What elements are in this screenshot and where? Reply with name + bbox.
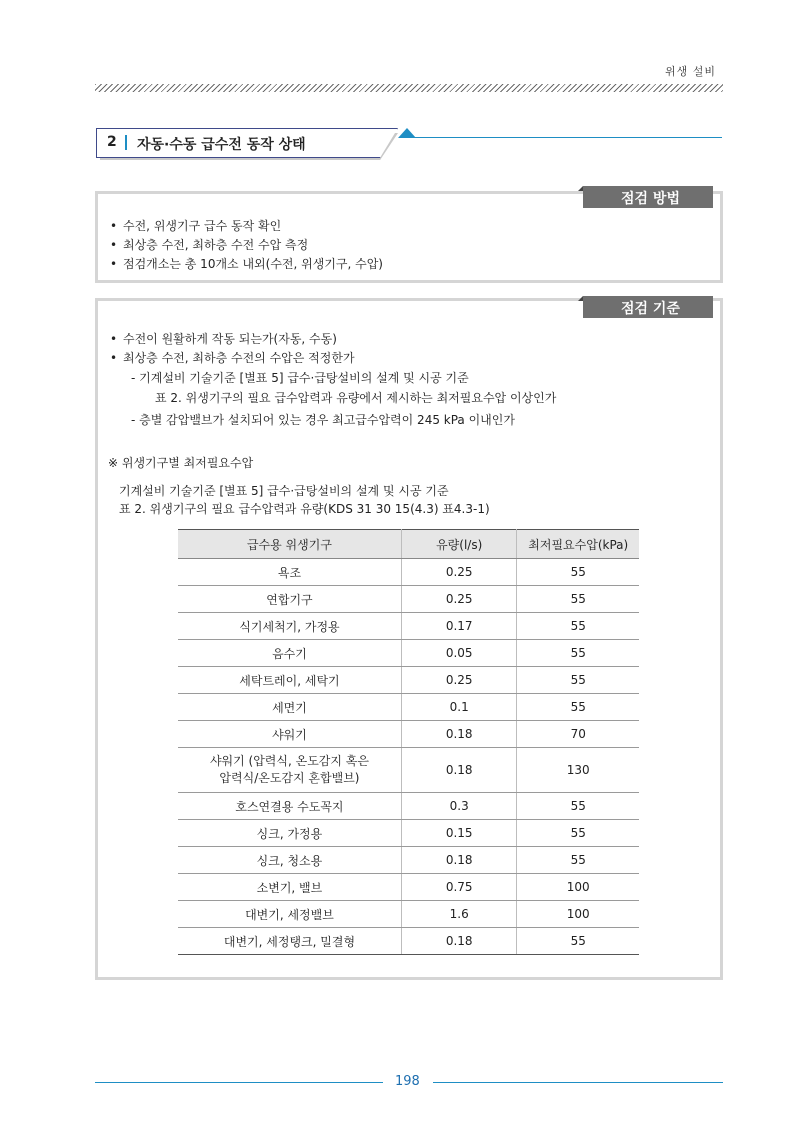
column-header-fixture: 급수용 위생기구 (178, 530, 401, 559)
method-item: • 수전, 위생기구 급수 동작 확인 (110, 219, 282, 233)
criteria-item: • 수전이 원활하게 작동 되는가(자동, 수동) (110, 332, 337, 346)
fixture-cell: 싱크, 가정용 (178, 820, 401, 847)
table-row (178, 667, 639, 694)
pressure-cell: 70 (517, 721, 639, 748)
hatch-divider (95, 84, 723, 92)
pressure-cell: 55 (517, 667, 639, 694)
table-row (178, 694, 639, 721)
fixture-cell: 세면기 (178, 694, 401, 721)
flow-cell: 0.3 (401, 793, 517, 820)
pressure-cell: 55 (517, 586, 639, 613)
footer-rule-left (95, 1082, 383, 1083)
page-number: 198 (395, 1074, 420, 1089)
fixture-cell-line: 압력식/온도감지 혼합밸브) (219, 771, 360, 785)
section-separator (125, 135, 127, 150)
table-row (178, 721, 639, 748)
flow-cell: 0.75 (401, 874, 517, 901)
table-row (178, 820, 639, 847)
method-item: • 최상층 수전, 최하층 수전 수압 측정 (110, 238, 309, 252)
column-header-flow: 유량(l/s) (401, 530, 517, 559)
bullet-icon: • (110, 238, 118, 252)
section-title-rule (400, 137, 722, 138)
pressure-cell: 55 (517, 793, 639, 820)
table-row (178, 748, 639, 793)
table-header-row (178, 530, 639, 559)
section-title: 자동·수동 급수전 동작 상태 (137, 137, 306, 153)
pressure-cell: 55 (517, 640, 639, 667)
flow-cell: 0.05 (401, 640, 517, 667)
table-row (178, 874, 639, 901)
flow-cell: 0.18 (401, 721, 517, 748)
fixture-cell: 음수기 (178, 640, 401, 667)
footer-rule-right (433, 1082, 723, 1083)
fixture-cell: 샤워기 (178, 721, 401, 748)
table-row (178, 901, 639, 928)
table-row (178, 559, 639, 586)
table-row (178, 613, 639, 640)
flow-cell: 0.25 (401, 586, 517, 613)
fixture-cell: 소변기, 밸브 (178, 874, 401, 901)
fixture-cell: 호스연결용 수도꼭지 (178, 793, 401, 820)
criteria-sub-item: 표 2. 위생기구의 필요 급수압력과 유량에서 제시하는 최저필요수압 이상인가 (155, 391, 557, 405)
flow-cell: 0.25 (401, 667, 517, 694)
criteria-sub-item: - 기계설비 기술기준 [별표 5] 급수·급탕설비의 설계 및 시공 기준 (131, 371, 469, 385)
pressure-cell: 55 (517, 559, 639, 586)
pressure-cell: 55 (517, 694, 639, 721)
column-header-pressure: 최저필요수압(kPa) (517, 530, 639, 559)
pressure-cell: 55 (517, 613, 639, 640)
flow-cell: 0.18 (401, 928, 517, 955)
running-head: 위생 설비 (664, 65, 716, 78)
fixture-cell-line: 샤워기 (압력식, 온도감지 혹은 (209, 754, 369, 768)
fixture-cell: 대변기, 세정탱크, 밀결형 (178, 928, 401, 955)
pressure-cell: 55 (517, 820, 639, 847)
fixture-cell: 대변기, 세정밸브 (178, 901, 401, 928)
triangle-icon (398, 128, 416, 138)
bullet-icon: • (110, 257, 118, 271)
criteria-item: • 최상층 수전, 최하층 수전의 수압은 적정한가 (110, 351, 355, 365)
fixture-cell: 싱크, 청소용 (178, 847, 401, 874)
bullet-icon: • (110, 351, 118, 365)
fixture-cell: 식기세척기, 가정용 (178, 613, 401, 640)
method-tab: 점검 방법 (583, 186, 713, 208)
bullet-icon: • (110, 219, 118, 233)
flow-cell: 0.1 (401, 694, 517, 721)
table-row (178, 586, 639, 613)
flow-cell: 0.18 (401, 847, 517, 874)
table-row (178, 793, 639, 820)
table-row (178, 640, 639, 667)
fixture-cell: 연합기구 (178, 586, 401, 613)
table-row (178, 928, 639, 955)
pressure-cell: 130 (517, 748, 639, 793)
note-line: 기계설비 기술기준 [별표 5] 급수·급탕설비의 설계 및 시공 기준 (119, 484, 449, 498)
flow-cell: 0.25 (401, 559, 517, 586)
criteria-tab: 점검 기준 (583, 296, 713, 318)
fixture-cell (178, 748, 401, 793)
flow-cell: 0.15 (401, 820, 517, 847)
bullet-icon: • (110, 332, 118, 346)
flow-cell: 1.6 (401, 901, 517, 928)
pressure-cell: 100 (517, 874, 639, 901)
note-line: 표 2. 위생기구의 필요 급수압력과 유량(KDS 31 30 15(4.3) 표4.3-1) (119, 502, 490, 516)
fixture-cell: 욕조 (178, 559, 401, 586)
fixture-pressure-table (178, 529, 639, 955)
pressure-cell: 55 (517, 928, 639, 955)
fixture-cell: 세탁트레이, 세탁기 (178, 667, 401, 694)
flow-cell: 0.18 (401, 748, 517, 793)
note-title: ※ 위생기구별 최저필요수압 (108, 456, 254, 470)
criteria-sub-item: - 층별 감압밸브가 설치되어 있는 경우 최고급수압력이 245 kPa 이내인가 (131, 413, 515, 427)
table-row (178, 847, 639, 874)
flow-cell: 0.17 (401, 613, 517, 640)
pressure-cell: 55 (517, 847, 639, 874)
pressure-cell: 100 (517, 901, 639, 928)
section-number: 2 (107, 134, 117, 150)
method-item: • 점검개소는 총 10개소 내외(수전, 위생기구, 수압) (110, 257, 383, 271)
